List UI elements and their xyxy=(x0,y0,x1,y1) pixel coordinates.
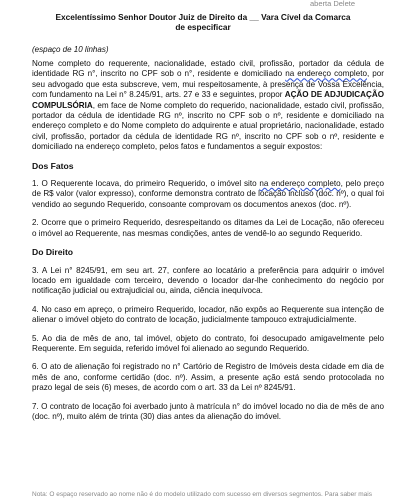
footer-note: Nota: O espaço reservado ao nome não é do modelo utilizado com sucesso em diversos segmentos. Para saber mais xyxy=(32,491,372,498)
title-line-1: Excelentíssimo Senhor Doutor Juiz de Direito da __ Vara Cível da Comarca xyxy=(55,12,351,22)
spellcheck-underline[interactable]: na endereço completo xyxy=(259,179,341,189)
paragraph-6: 6. O ato de alienação foi registrado no n° Cartório de Registro de Imóveis desta cidade em dia de mês de ano, conforme certidão (doc. nº). Assim, a presente ação está sendo protocolada no prazo legal de seis (6) meses, de acordo com o art. 33 da Lei nº 8245/91. xyxy=(32,362,384,393)
paragraph-3: 3. A Lei n° 8245/91, em seu art. 27, confere ao locatário a preferência para adquirir o imóvel locado em igualdade com terceiro, devendo o locador dar-lhe conhecimento do negócio por notificação judicial ou extrajudicial ou, ainda, ciência inequívoca. xyxy=(32,265,384,296)
spacing-note: (espaço de 10 linhas) xyxy=(32,45,109,54)
paragraph-7: 7. O contrato de locação foi averbado junto à matrícula n° do imóvel locado no dia de mês de ano (doc. nº), muito além de trinta (30) dias antes da alienação do imóvel. xyxy=(32,401,384,421)
paragraph-2: 2. Ocorre que o primeiro Requerido, desrespeitando os ditames da Lei de Locação, não ofereceu o imóvel ao Requerente, nas mesmas condições, antes de vendê-lo ao segundo Requerido. xyxy=(32,218,384,238)
section-heading-direito: Do Direito xyxy=(32,247,74,258)
title-line-2: de especificar xyxy=(175,22,231,32)
paragraph-4: 4. No caso em apreço, o primeiro Requerido, locador, não expôs ao Requerente sua intenção de alienar o imóvel objeto do contrato de locação, judicialmente tampouco extrajudicialmente. xyxy=(32,304,384,325)
action-name: AÇÃO DE ADJUDICAÇÃO COMPULSÓRIA xyxy=(32,90,384,110)
toolbar-fragment: aberta Delete xyxy=(310,0,356,8)
document-title xyxy=(28,12,378,32)
paragraph-5: 5. Ao dia de mês de ano, tal imóvel, objeto do contrato, foi desocupado amigavelmente pelo Requerente. Em seguida, referido imóvel foi alienado ao segundo Requerido. xyxy=(32,333,384,353)
intro-paragraph: Nome completo do requerente, nacionalidade, estado civil, profissão, portador da cédula de identidade RG n°, inscrito no CPF sob o n°, residente e domiciliado na endereço completo, por seu advogado que esta subscreve, vem, mui respeitosamente, à presença de Vossa Excelência, com fundamento na Lei n° 8.245/91, arts. 27 e 33 e seguintes, propor AÇÃO DE ADJUDICAÇÃO COMPULSÓRIA, em face de Nome completo do requerido, nacionalidade, estado civil, profissão, portador da cédula de identidade RG nº, inscrito no CPF sob o nº, residente e domiciliado na endereço completo e do Nome completo do adquirente e atual proprietário, nacionalidade, estado civil, profissão, portador da cédula de identidade RG nº, inscrito no CPF sob o nº, residente e domiciliado na endereço completo, pelos fatos e fundamentos a seguir expostos: xyxy=(32,59,385,152)
spellcheck-underline[interactable]: na endereço completo xyxy=(285,69,367,79)
paragraph-1: 1. O Requerente locava, do primeiro Requerido, o imóvel sito na endereço completo, pelo preço de R$ valor (valor expresso), conforme demonstra contrato de locação incluso (doc. nº), o qual foi vendido ao segundo Requerido, consoante comprovam os documentos anexos (doc. nº). xyxy=(32,179,385,209)
document-body xyxy=(32,59,384,430)
section-heading-fatos: Dos Fatos xyxy=(32,160,74,171)
